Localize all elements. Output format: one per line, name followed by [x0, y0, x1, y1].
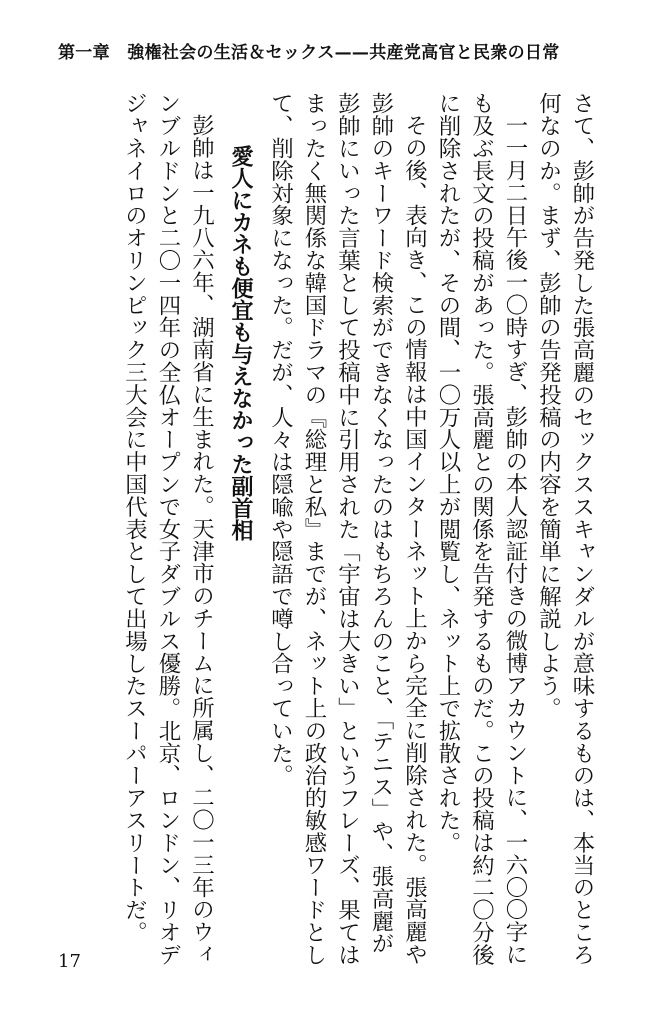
body-text — [58, 92, 598, 972]
section-heading: 愛人にカネも便宜も与えなかった副首相 — [228, 144, 253, 541]
body-paragraph-3: その後、表向き、この情報は中国インターネット上から完全に削除された。張高麗や彭帥のキーワード検索ができなくなったのはもちろんのこと、「テニス」や、張高麗が彭帥にいった言葉として投稿中に引用された「宇宙は大きい」というフレーズ、果てはまったく無関係な韓国ドラマの『総理と私』までが、ネット上の政治的敏感ワードとして、削除対象になった。だが、人々は隠喩や隠語で噂し合っていた。 — [267, 92, 428, 966]
page-number: 17 — [58, 951, 81, 972]
body-paragraph-2: 一一月二日午後一〇時すぎ、彭帥の本人認証付きの微博アカウントに、一六〇〇字にも及ぶ長文の投稿があった。張高麗との関係を告発するものだ。この投稿は約二〇分後に削除されたが、その間、一〇万人以上が閲覧し、ネット上で拡散された。 — [435, 92, 528, 966]
running-header: 第一章 強権社会の生活＆セックス——共産党高官と民衆の日常 — [58, 43, 560, 63]
body-paragraph-1: さて、彭帥が告発した張高麗のセックススキャンダルが意味するものは、本当のところ何なのか。まず、彭帥の告発投稿の内容を簡単に解説しよう。 — [535, 92, 595, 966]
body-paragraph-4: 彭帥は一九八六年、湖南省に生まれた。天津市のチームに所属し、二〇一三年のウィンブルドンと二〇一四年の全仏オープンで女子ダブルス優勝。北京、ロンドン、リオデジャネイロのオリンピック三大会に中国代表として出場したスーパーアスリートだ。 — [121, 92, 215, 966]
